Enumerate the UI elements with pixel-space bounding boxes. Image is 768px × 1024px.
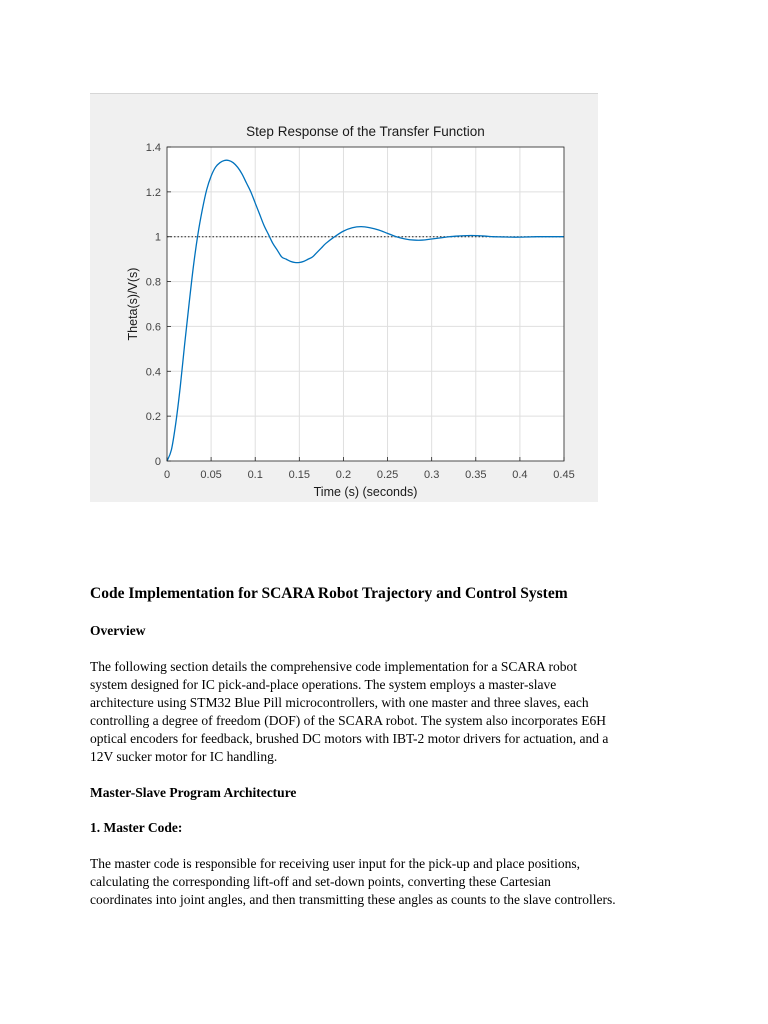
master-code-paragraph bbox=[90, 855, 690, 909]
overview-line: architecture using STM32 Blue Pill microcontrollers, with one master and three slaves, each bbox=[90, 695, 589, 710]
overview-line: controlling a degree of freedom (DOF) of the SCARA robot. The system also incorporates E6H bbox=[90, 713, 607, 728]
overview-line: 12V sucker motor for IC handling. bbox=[90, 749, 278, 764]
y-tick-label: 1 bbox=[154, 231, 161, 244]
y-tick-label: 0.6 bbox=[145, 321, 161, 334]
y-tick-label: 0.4 bbox=[145, 366, 161, 379]
master-code-heading: 1. Master Code: bbox=[90, 820, 183, 835]
y-tick-label: 0.2 bbox=[145, 411, 161, 424]
x-tick-label: 0.1 bbox=[247, 469, 263, 481]
overview-paragraph bbox=[90, 658, 690, 766]
master-line: The master code is responsible for receiving user input for the pick-up and place positions, bbox=[90, 856, 580, 871]
x-tick-label: 0.4 bbox=[512, 469, 528, 481]
master-line: calculating the corresponding lift-off and set-down points, converting these Cartesian bbox=[90, 874, 551, 889]
y-tick-label: 0.8 bbox=[145, 276, 161, 289]
y-tick-label: 1.4 bbox=[145, 142, 161, 154]
x-tick-label: 0.05 bbox=[200, 469, 222, 481]
master-line: coordinates into joint angles, and then transmitting these angles as counts to the slave controllers. bbox=[90, 892, 616, 907]
x-tick-label: 0.35 bbox=[465, 469, 487, 481]
y-tick-label: 1.2 bbox=[145, 186, 161, 199]
overview-line: system designed for IC pick-and-place operations. The system employs a master-slave bbox=[90, 677, 557, 692]
overview-line: The following section details the comprehensive code implementation for a SCARA robot bbox=[90, 659, 578, 674]
overview-heading: Overview bbox=[90, 623, 146, 638]
y-axis-label: Theta(s)/V(s) bbox=[126, 267, 140, 341]
plot-area bbox=[167, 147, 564, 461]
step-response-figure bbox=[90, 93, 598, 502]
y-tick-label: 0 bbox=[154, 456, 161, 468]
x-tick-label: 0.25 bbox=[376, 469, 399, 481]
x-tick-label: 0.15 bbox=[288, 469, 311, 481]
x-axis-label: Time (s) (seconds) bbox=[313, 485, 418, 499]
x-tick-label: 0.2 bbox=[335, 469, 352, 481]
x-tick-label: 0.45 bbox=[553, 469, 575, 481]
x-tick-label: 0 bbox=[163, 469, 171, 481]
chart-title: Step Response of the Transfer Function bbox=[246, 124, 485, 139]
overview-line: optical encoders for feedback, brushed DC motors with IBT-2 motor drivers for actuation, and a bbox=[90, 731, 609, 746]
step-response-chart bbox=[90, 94, 598, 502]
x-tick-label: 0.3 bbox=[424, 469, 440, 481]
architecture-heading: Master-Slave Program Architecture bbox=[90, 785, 297, 800]
section-title: Code Implementation for SCARA Robot Trajectory and Control System bbox=[90, 585, 568, 602]
